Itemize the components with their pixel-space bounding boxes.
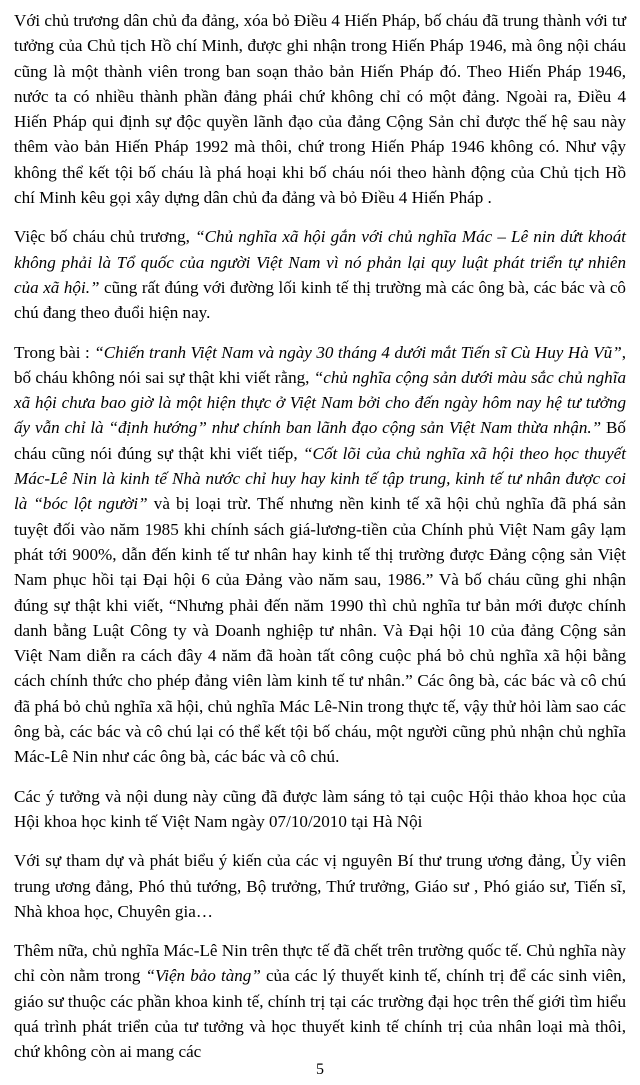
text-run: của các lý thuyết kinh tế, chính trị để các sinh viên, giáo sư thuộc các phần khoa kinh tế, chính trị tại các trường đại học trên thế giới tìm hiểu quá trình phát triển của tư tưởng và học thuyết kinh tế chính trị của nhân loại mà thôi, chứ không còn ai mang các <box>14 966 626 1062</box>
page-number: 5 <box>316 1061 324 1078</box>
quoted-text: “Chiến tranh Việt Nam và ngày 30 tháng 4 dưới mắt Tiến sĩ Cù Huy Hà Vũ” <box>94 342 622 362</box>
text-run: Bố cháu cũng nói đúng sự thật khi viết tiếp, <box>14 418 626 463</box>
quoted-text: “chủ nghĩa cộng sản dưới màu sắc chủ nghĩa xã hội chưa bao giờ là một hiện thực ở Việt Nam bởi cho đến ngày hôm nay hệ tư tưởng ấy vẫn chỉ là “định hướng” như chính ban lãnh đạo cộng sản Việt Nam thừa nhận.” <box>14 367 626 438</box>
quoted-text: “Cốt lõi của chủ nghĩa xã hội theo học thuyết Mác-Lê Nin là kinh tế Nhà nước chỉ huy hay kinh tế tập trung, kinh tế tư nhân được coi là “bóc lột người” <box>14 443 626 514</box>
paragraph <box>14 848 626 924</box>
text-run: và bị loại trừ. Thế nhưng nền kinh tế xã hội chủ nghĩa đã phá sản tuyệt đối vào năm 1985 khi chính sách giá-lương-tiền của Chính phủ Việt Nam gây lạm phát tới 900%, dẫn đến kinh tế tư nhân hay kinh tế thị trường được Đảng cộng sản Việt Nam phục hồi tại Đại hội 6 của Đảng vào năm sau, 1986.” Và bố cháu cũng ghi nhận đúng sự thật khi viết, “Nhưng phải đến năm 1990 thì chủ nghĩa tư bản mới được chính danh bằng Luật Công ty và Doanh nghiệp tư nhân. Và Đại hội 10 của đảng Cộng sản Việt Nam diễn ra cách đây 4 năm đã hoàn tất công cuộc phá bỏ chủ nghĩa xã hội bằng cách chính thức cho phép đảng viên làm kinh tế tư nhân.” Các ông bà, các bác và cô chú đã phá bỏ chủ nghĩa xã hội, chủ nghĩa Mác Lê-Nin trong thực tế, vậy thử hỏi làm sao các ông bà, các bác và cô chú lại có thể kết tội bố cháu, một người cũng phủ nhận chủ nghĩa Mác-Lê Nin như các ông bà, các bác và cô chú. <box>14 494 626 767</box>
text-run: Với sự tham dự và phát biểu ý kiến của các vị nguyên Bí thư trung ương đảng, Ủy viên trung ương đảng, Phó thủ tướng, Bộ trưởng, Thứ trưởng, Giáo sư , Phó giáo sư, Tiến sĩ, Nhà khoa học, Chuyên gia… <box>14 851 626 921</box>
paragraph <box>14 938 626 1064</box>
text-run: Với chủ trương dân chủ đa đảng, xóa bỏ Điều 4 Hiến Pháp, bố cháu đã trung thành với tư tưởng của Chủ tịch Hồ chí Minh, được ghi nhận trong Hiến Pháp 1946, mà ông nội cháu cũng là một thành viên trong ban soạn thảo bản Hiến Pháp đó. Theo Hiến Pháp 1946, nước ta có nhiều thành phần đảng phái chứ không chỉ có một đảng. Ngoài ra, Điều 4 Hiến Pháp qui định sự độc quyền lãnh đạo của đảng Cộng Sản chỉ được thế hệ sau này thêm vào bản Hiến Pháp 1992 mà thôi, chứ trong Hiến Pháp 1946 không có. Như vậy không thể kết tội bố cháu là phá hoại khi bố cháu nói theo hành động của Chủ tịch Hồ chí Minh kêu gọi xây dựng dân chủ đa đảng và bỏ Điều 4 Hiến Pháp . <box>14 11 626 208</box>
paragraph <box>14 224 626 325</box>
paragraph <box>14 784 626 835</box>
quoted-text: “Chủ nghĩa xã hội gắn với chủ nghĩa Mác – Lê nin dứt khoát không phải là Tổ quốc của người Việt Nam vì nó phản lại quy luật phát triển tự nhiên của xã hội.” <box>14 227 627 297</box>
text-run: Thêm nữa, chủ nghĩa Mác-Lê Nin trên thực tế đã chết trên trường quốc tế. Chủ nghĩa này chỉ còn nằm trong <box>14 941 626 986</box>
paragraph <box>14 340 626 770</box>
text-run: Trong bài : <box>14 342 95 362</box>
text-run: Việc bố cháu chủ trương, <box>14 227 196 247</box>
text-run: , bố cháu không nói sai sự thật khi viết rằng, <box>14 342 626 387</box>
text-run: cũng rất đúng với đường lối kinh tế thị trường mà các ông bà, các bác và cô chú đang theo đuổi hiện nay. <box>14 277 626 323</box>
paragraph <box>14 8 626 210</box>
document-body <box>14 8 626 1065</box>
quoted-text: “Viện bảo tàng” <box>145 966 261 986</box>
text-run: Các ý tưởng và nội dung này cũng đã được làm sáng tỏ tại cuộc Hội thảo khoa học của Hội khoa học kinh tế Việt Nam ngày 07/10/2010 tại Hà Nội <box>14 786 626 831</box>
